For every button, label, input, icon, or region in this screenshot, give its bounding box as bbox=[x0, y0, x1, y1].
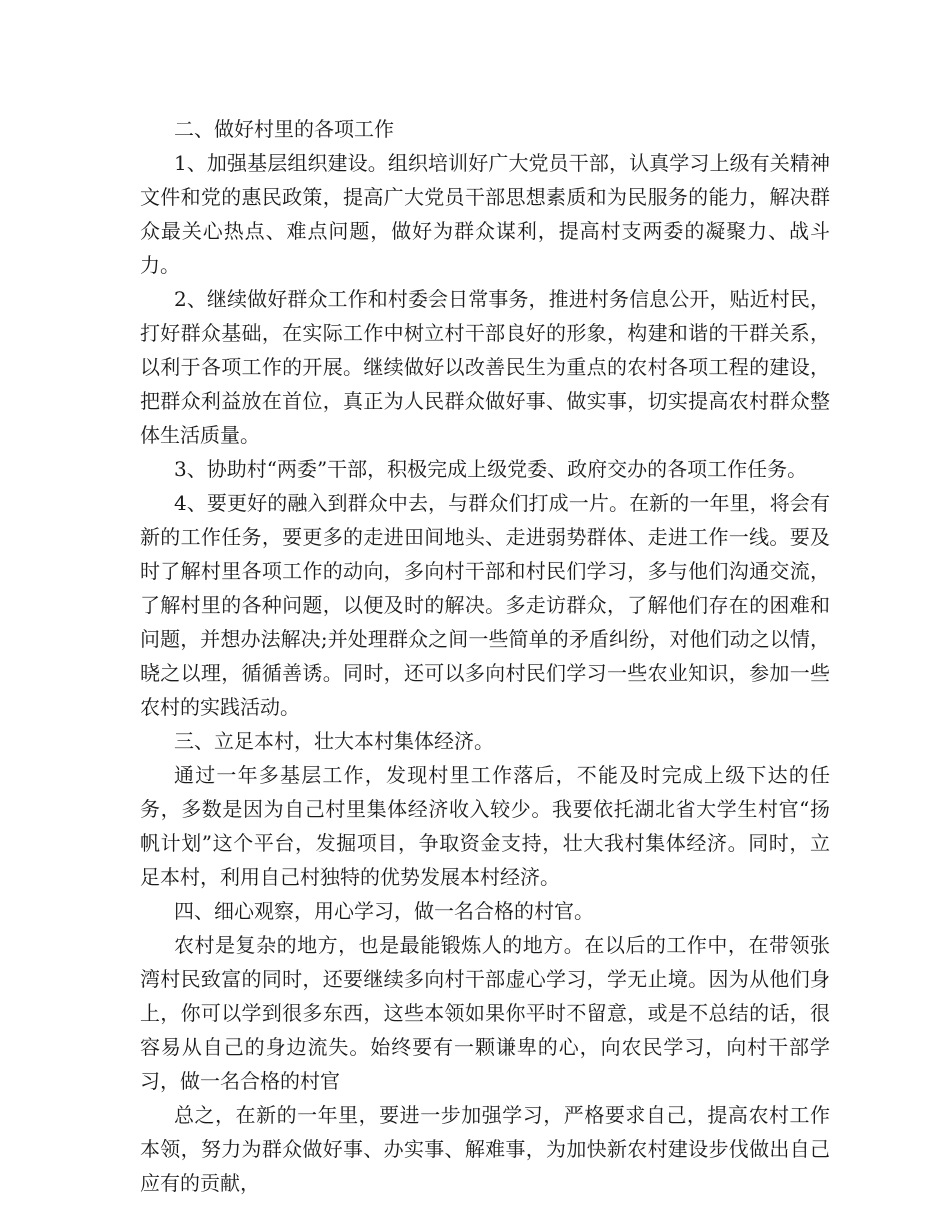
paragraph-section-3: 通过一年多基层工作，发现村里工作落后，不能及时完成上级下达的任务，多数是因为自己村里集体经济收入较少。我要依托湖北省大学生村官“扬帆计划”这个平台，发掘项目，争取资金支持，壮大我村集体经济。同时，立足本村，利用自己村独特的优势发展本村经济。 bbox=[140, 763, 830, 889]
paragraph-item-4: 4、要更好的融入到群众中去，与群众们打成一片。在新的一年里，将会有新的工作任务，要更多的走进田间地头、走进弱势群体、走进工作一线。要及时了解村里各项工作的动向，多向村干部和村民们学习，多与他们沟通交流，了解村里的各种问题，以便及时的解决。多走访群众，了解他们存在的困难和问题，并想办法解决;并处理群众之间一些简单的矛盾纠纷，对他们动之以情，晓之以理，循循善诱。同时，还可以多向村民们学习一些农业知识，参加一些农村的实践活动。 bbox=[140, 491, 830, 719]
section-heading-2: 二、做好村里的各项工作 bbox=[174, 117, 394, 141]
document-page bbox=[140, 112, 830, 1200]
paragraph-section-4: 农村是复杂的地方，也是最能锻炼人的地方。在以后的工作中，在带领张湾村民致富的同时，还要继续多向村干部虚心学习，学无止境。因为从他们身上，你可以学到很多东西，这些本领如果你平时不留意，或是不总结的话，很容易从自己的身边流失。始终要有一颗谦卑的心，向农民学习，向村干部学习，做一名合格的村官 bbox=[140, 933, 830, 1093]
paragraph-item-1: 1、加强基层组织建设。组织培训好广大党员干部，认真学习上级有关精神文件和党的惠民政策，提高广大党员干部思想素质和为民服务的能力，解决群众最关心热点、难点问题，做好为群众谋利，提高村支两委的凝聚力、战斗力。 bbox=[140, 151, 830, 277]
section-heading-4: 四、细心观察，用心学习，做一名合格的村官。 bbox=[174, 899, 594, 923]
paragraph-item-3: 3、协助村“两委”干部，积极完成上级党委、政府交办的各项工作任务。 bbox=[174, 457, 808, 481]
paragraph-item-2: 2、继续做好群众工作和村委会日常事务，推进村务信息公开，贴近村民，打好群众基础，在实际工作中树立村干部良好的形象，构建和谐的干群关系，以利于各项工作的开展。继续做好以改善民生为重点的农村各项工程的建设，把群众利益放在首位，真正为人民群众做好事、做实事，切实提高农村群众整体生活质量。 bbox=[140, 287, 830, 447]
paragraph-conclusion: 总之，在新的一年里，要进一步加强学习，严格要求自己，提高农村工作本领，努力为群众做好事、办实事、解难事，为加快新农村建设步伐做出自己应有的贡献， bbox=[140, 1103, 830, 1195]
section-heading-3: 三、立足本村，壮大本村集体经济。 bbox=[174, 729, 494, 753]
